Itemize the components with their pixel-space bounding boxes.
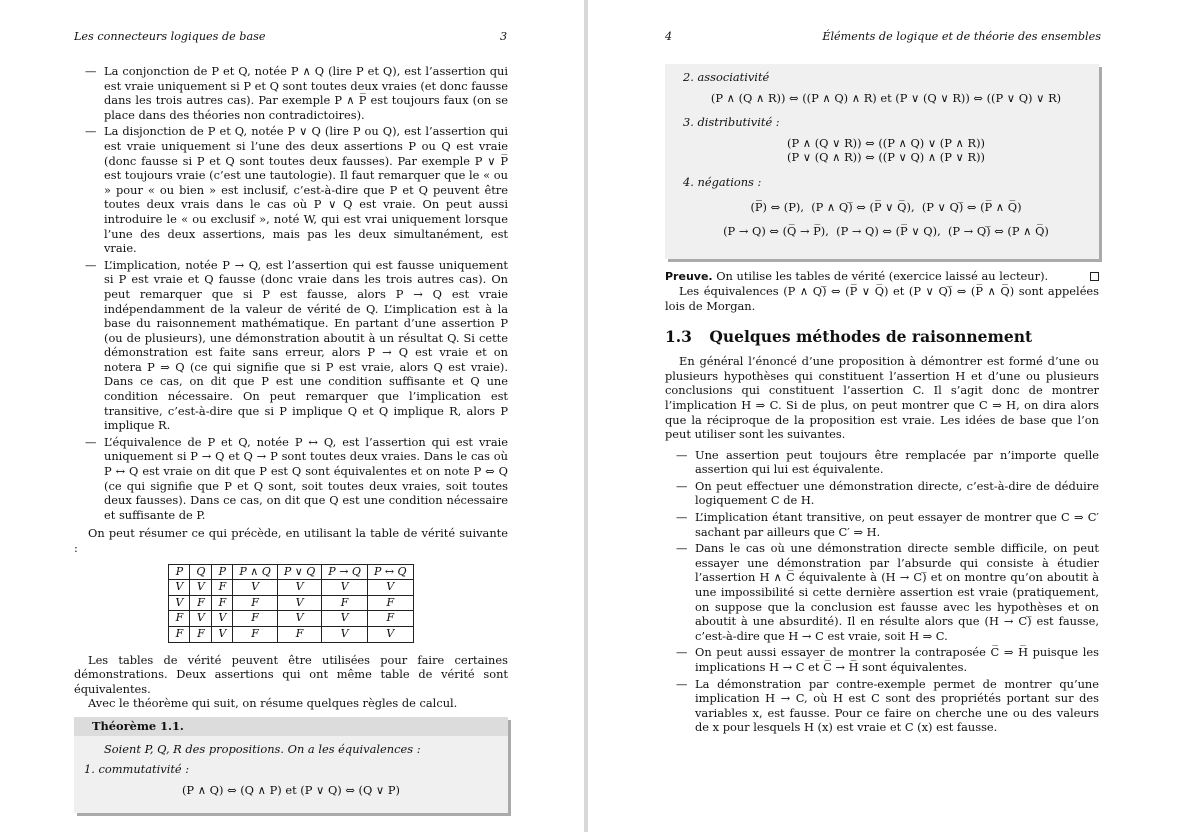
commutativity-formula: (P ∧ Q) ⇔ (Q ∧ P) et (P ∨ Q) ⇔ (Q ∨ P) (181, 782, 400, 797)
table-intro: On peut résumer ce qui précède, en utilisant la table de vérité suivante : (74, 526, 508, 555)
table-cell: V (277, 595, 321, 611)
table-cell: F (367, 611, 413, 627)
list-item-method-6: — La démonstration par contre-exemple permet de montrer qu’une implication H → C, où H est C sont des propriétés portant sur des variables x, est fausse. Pour ce faire on cherche une ou des valeurs de x pour lesquels H (x) est vraie et C (x) est fausse. (665, 677, 1099, 735)
list-item-conjunction: — La conjonction de P et Q, notée P ∧ Q (lire P et Q), est l’assertion qui est vraie uniquement si P et Q sont toutes deux vraies (et donc fausse dans les trois autres cas). Par exemple P ∧ P̅ est toujours faux (on se place dans des théories non contradictoires). (74, 64, 508, 122)
table-row (169, 611, 413, 627)
col-header-not-p: P̅ (212, 564, 233, 580)
theorem-statement: Soient P, Q, R des propositions. On a les équivalences : (104, 741, 421, 756)
table-cell: V (277, 611, 321, 627)
right-running-header: Éléments de logique et de théorie des ensembles (822, 30, 1101, 43)
col-header-and: P ∧ Q (233, 564, 277, 580)
left-page-number: 3 (500, 30, 508, 43)
list-item-equivalence: — L’équivalence de P et Q, notée P ↔ Q, est l’assertion qui est vraie uniquement si P → Q et Q → P sont toutes deux vraies. Dans le cas où P ↔ Q est vraie on dit que P est Q sont équivalentes et on note P ⇔ Q (ce qui signifie que P et Q sont, soit toutes deux vraies, soit toutes deux fausses). Dans ce cas, on dit que Q est une condition nécessaire et suffisante de P. (74, 435, 508, 523)
table-row (169, 595, 413, 611)
table-cell: V (212, 611, 233, 627)
after-table-text: Les tables de vérité peuvent être utilisées pour faire certaines démonstrations. Deux assertions qui ont même table de vérité sont équivalentes. (74, 652, 508, 696)
associativity-formula: (P ∧ (Q ∧ R)) ⇔ ((P ∧ Q) ∧ R) et (P ∨ (Q ∨ R)) ⇔ ((P ∨ Q) ∨ R) (710, 90, 1062, 105)
section-title: Quelques méthodes de raisonnement (709, 326, 1033, 346)
implication-as-or-formula: (P → Q) ⇔ (P̅ ∨ Q) (836, 224, 938, 239)
list-item-method-1: — Une assertion peut toujours être remplacée par n’importe quelle assertion qui lui est équivalente. (665, 448, 1099, 477)
list-item-method-4: — Dans le cas où une démonstration directe semble difficile, on peut essayer une démonstration par l’absurde qui consiste à étudier l’assertion H ∧ C̅ équivalente à (H → C)̅ et on montre qu’on aboutit à une impossibilité si cette dernière assertion est vraie (pratiquement, on suppose que la conclusion est fausse avec les hypothèses et on aboutit à une absurdité). Il en résulte alors que (H → C)̅ est fausse, c’est-à-dire que H → C est vraie, soit H ⇒ C. (665, 541, 1099, 643)
proof-label: Preuve. (665, 269, 713, 283)
distributivity-formula-b: (P ∨ (Q ∧ R)) ⇔ ((P ∨ Q) ∧ (P ∨ R)) (787, 150, 985, 165)
table-row (169, 580, 413, 596)
de-morgan-paragraph: Les équivalences (P ∧ Q)̅ ⇔ (P̅ ∨ Q̅) et (P ∨ Q)̅ ⇔ (P̅ ∧ Q̅) sont appelées lois de Morgan. (665, 284, 1100, 313)
table-cell: V (322, 626, 368, 642)
table-cell: V (190, 580, 212, 596)
table-cell: F (322, 595, 368, 611)
table-cell: F (169, 626, 190, 642)
table-cell: V (190, 611, 212, 627)
table-cell: F (190, 626, 212, 642)
table-row (169, 626, 413, 642)
table-cell: V (169, 595, 190, 611)
proof-text: On utilise les tables de vérité (exercice laissé au lecteur). (716, 268, 1049, 283)
list-item-disjunction: — La disjonction de P et Q, notée P ∨ Q (lire P ou Q), est l’assertion qui est vraie uniquement si l’une des deux assertions P ou Q est vraie (donc fausse si P et Q sont toutes deux fausses). Par exemple P ∨ P̅ est toujours vraie (c’est une tautologie). Il faut remarquer que le « ou » pour « ou bien » est inclusif, c’est-à-dire que P et Q peuvent être toutes deux vrais dans le cas où P ∨ Q est vraie. On peut aussi introduire le « ou exclusif », noté W, qui est vrai uniquement lorsque l’une des deux assertions, mais pas les deux simultanément, est vraie. (74, 124, 508, 255)
qed-square-icon (1090, 272, 1099, 281)
theorem-item-4-label: 4. négations : (683, 174, 762, 189)
list-item-implication: — L’implication, notée P → Q, est l’assertion qui est fausse uniquement si P est vraie et Q fausse (donc vraie dans les trois autres cas). On peut remarquer que si P est fausse, alors P → Q est vraie indépendamment de la valeur de vérité de Q. L’implication est à la base du raisonnement mathématique. En partant d’une assertion P (ou de plusieurs), une démonstration aboutit à un résultat Q. Si cette démonstration est faite sans erreur, alors P → Q est vraie et on notera P ⇒ Q (ce qui signifie que si P est vraie, alors Q est vraie). Dans ce cas, on dit que P est une condition suffisante et Q une condition nécessaire. On peut remarquer que l’implication est transitive, c’est-à-dire que si P implique Q et Q implique R, alors P implique R. (74, 258, 508, 433)
right-page-number: 4 (665, 30, 673, 43)
negation-and-formula: (P ∧ Q)̅ ⇔ (P̅ ∨ Q̅) (811, 199, 911, 214)
table-cell: V (322, 611, 368, 627)
double-negation-formula: (P̅̅) ⇔ (P) (750, 199, 801, 214)
theorem-box (74, 717, 508, 813)
col-header-q: Q (190, 564, 212, 580)
table-cell: F (169, 611, 190, 627)
theorem-body (74, 736, 508, 814)
section-heading (665, 326, 1099, 346)
negated-implication-formula: (P → Q)̅ ⇔ (P ∧ Q̅) (947, 224, 1049, 239)
de-morgan-text-b: sont appelées lois de Morgan. (665, 284, 1100, 313)
table-cell: F (212, 595, 233, 611)
table-cell: F (277, 626, 321, 642)
de-morgan-formula-and: (P ∧ Q)̅ ⇔ (P̅ ∨ Q̅) (783, 284, 889, 299)
table-cell: F (212, 580, 233, 596)
table-cell: F (367, 595, 413, 611)
table-cell: V (212, 626, 233, 642)
theorem-title: Théorème 1.1. (74, 717, 508, 736)
table-cell: F (190, 595, 212, 611)
section-number: 1.3 (665, 326, 692, 346)
table-cell: V (277, 580, 321, 596)
connectives-list (74, 64, 508, 522)
right-page-content (665, 64, 1099, 737)
left-page-content (74, 64, 508, 813)
contrapositive-formula: (P → Q) ⇔ (Q̅ → P̅) (723, 224, 826, 239)
table-cell: V (367, 580, 413, 596)
section-intro: En général l’énoncé d’une proposition à démontrer est formé d’une ou plusieurs hypothèses qui constituent l’assertion H et d’une ou plusieurs conclusions qui constituent l’assertion C. Il s’agit donc de montrer l’implication H ⇒ C. Si de plus, on peut montrer que C ⇒ H, on dira alors que la réciproque de la proposition est vraie. Les idées de base que l’on peut utiliser sont les suivantes. (665, 354, 1099, 442)
methods-list (665, 448, 1099, 735)
right-page (588, 0, 1179, 832)
negation-or-formula: (P ∨ Q)̅ ⇔ (P̅ ∧ Q̅) (921, 199, 1022, 214)
left-running-header: Les connecteurs logiques de base (74, 30, 266, 43)
truth-table (168, 564, 413, 643)
negation-formulas-line-2: (P → Q) ⇔ (Q̅ → P̅), (P → Q) ⇔ (P̅ ∨ Q), (P → Q)̅ ⇔ (P ∧ Q̅) (723, 224, 1049, 239)
truth-table-body (169, 580, 413, 642)
truth-table-header-row (169, 564, 413, 580)
theorem-item-2-label: 2. associativité (683, 70, 770, 84)
de-morgan-formula-or: (P ∨ Q)̅ ⇔ (P̅ ∧ Q̅) (908, 284, 1015, 299)
col-header-or: P ∨ Q (277, 564, 321, 580)
left-page (0, 0, 584, 832)
negation-formulas-line-1: (P̅̅) ⇔ (P), (P ∧ Q)̅ ⇔ (P̅ ∨ Q̅), (P ∨ Q)̅ ⇔ (P̅ ∧ Q̅) (750, 199, 1022, 214)
table-cell: F (233, 626, 277, 642)
table-cell: V (233, 580, 277, 596)
col-header-iff: P ↔ Q (367, 564, 413, 580)
table-cell: V (169, 580, 190, 596)
list-item-method-5: — On peut aussi essayer de montrer la contraposée C̅ ⇒ H̅ puisque les implications H → C et C̅ → H̅ sont équivalentes. (665, 645, 1099, 674)
theorem-continuation-box (665, 64, 1099, 259)
theorem-item-3-label: 3. distributivité : (683, 115, 780, 130)
de-morgan-text-a: Les équivalences (679, 284, 779, 299)
table-cell: F (233, 611, 277, 627)
col-header-implies: P → Q (322, 564, 368, 580)
col-header-p: P (169, 564, 190, 580)
proof-paragraph (665, 269, 1099, 285)
list-item-method-3: — L’implication étant transitive, on peut essayer de montrer que C ⇒ C′ sachant par ailleurs que C′ ⇒ H. (665, 510, 1099, 539)
table-cell: F (233, 595, 277, 611)
theorem-item-1-label: 1. commutativité : (84, 762, 190, 777)
list-item-method-2: — On peut effectuer une démonstration directe, c’est-à-dire de déduire logiquement C de H. (665, 479, 1099, 508)
table-cell: V (367, 626, 413, 642)
table-cell: V (322, 580, 368, 596)
theorem-intro: Avec le théorème qui suit, on résume quelques règles de calcul. (88, 696, 458, 711)
distributivity-formula-a: (P ∧ (Q ∨ R)) ⇔ ((P ∧ Q) ∨ (P ∧ R)) (787, 135, 985, 150)
